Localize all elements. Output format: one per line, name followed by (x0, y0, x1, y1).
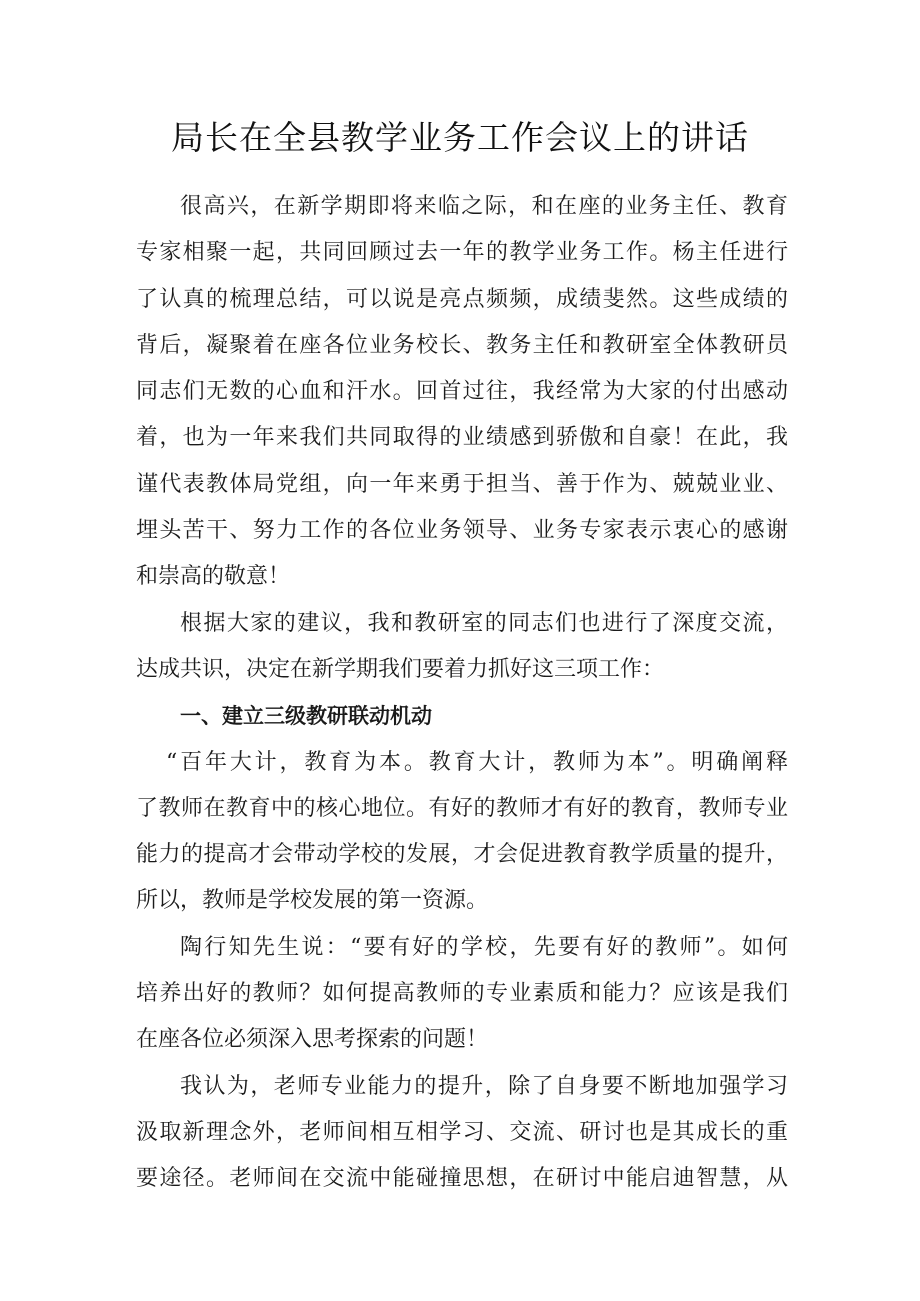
paragraph-line: “百年大计，教育为本。教育大计，教师为本”。明确阐释 (166, 749, 788, 775)
body-paragraph (136, 601, 788, 694)
section-heading: 一、建立三级教研联动机动 (180, 704, 432, 729)
paragraph-line: 着，也为一年来我们共同取得的业绩感到骄傲和自豪！在此，我 (136, 425, 788, 451)
paragraph-line: 谨代表教体局党组，向一年来勇于担当、善于作为、兢兢业业、 (136, 471, 788, 497)
paragraph-line: 根据大家的建议，我和教研室的同志们也进行了深度交流， (180, 610, 788, 636)
paragraph-line: 汲取新理念外，老师间相互相学习、交流、研讨也是其成长的重 (136, 1119, 788, 1145)
paragraph-line: 同志们无数的心血和汗水。回首过往，我经常为大家的付出感动 (136, 379, 788, 405)
paragraph-line: 达成共识，决定在新学期我们要着力抓好这三项工作： (136, 656, 665, 682)
paragraph-line: 要途径。老师间在交流中能碰撞思想，在研讨中能启迪智慧，从 (136, 1166, 788, 1192)
paragraph-line: 培养出好的教师？如何提高教师的专业素质和能力？应该是我们 (136, 981, 788, 1007)
body-paragraph (136, 1064, 788, 1203)
paragraph-line: 和崇高的敬意！ (136, 564, 291, 590)
quote-paragraph (136, 740, 788, 925)
body-paragraph (136, 184, 788, 601)
paragraph-line: 了教师在教育中的核心地位。有好的教师才有好的教育，教师专业 (136, 795, 788, 821)
paragraph-line: 所以，教师是学校发展的第一资源。 (136, 888, 489, 914)
body-paragraph (136, 925, 788, 1064)
paragraph-line: 能力的提高才会带动学校的发展，才会促进教育教学质量的提升， (136, 842, 788, 868)
paragraph-line: 很高兴，在新学期即将来临之际，和在座的业务主任、教育 (180, 194, 788, 219)
paragraph-line: 了认真的梳理总结，可以说是亮点频频，成绩斐然。这些成绩的 (136, 286, 788, 312)
document-title: 局长在全县教学业务工作会议上的讲话 (171, 118, 749, 157)
paragraph-line: 埋头苦干、努力工作的各位业务领导、业务专家表示衷心的感谢 (136, 518, 788, 544)
paragraph-line: 我认为，老师专业能力的提升，除了自身要不断地加强学习 (180, 1073, 788, 1099)
paragraph-line: 专家相聚一起，共同回顾过去一年的教学业务工作。杨主任进行 (136, 240, 788, 266)
paragraph-line: 陶行知先生说：“要有好的学校，先要有好的教师”。如何 (180, 934, 788, 960)
paragraph-line: 在座各位必须深入思考探索的问题！ (136, 1027, 489, 1053)
document-body (136, 184, 788, 1203)
paragraph-line: 背后，凝聚着在座各位业务校长、教务主任和教研室全体教研员 (136, 332, 788, 358)
